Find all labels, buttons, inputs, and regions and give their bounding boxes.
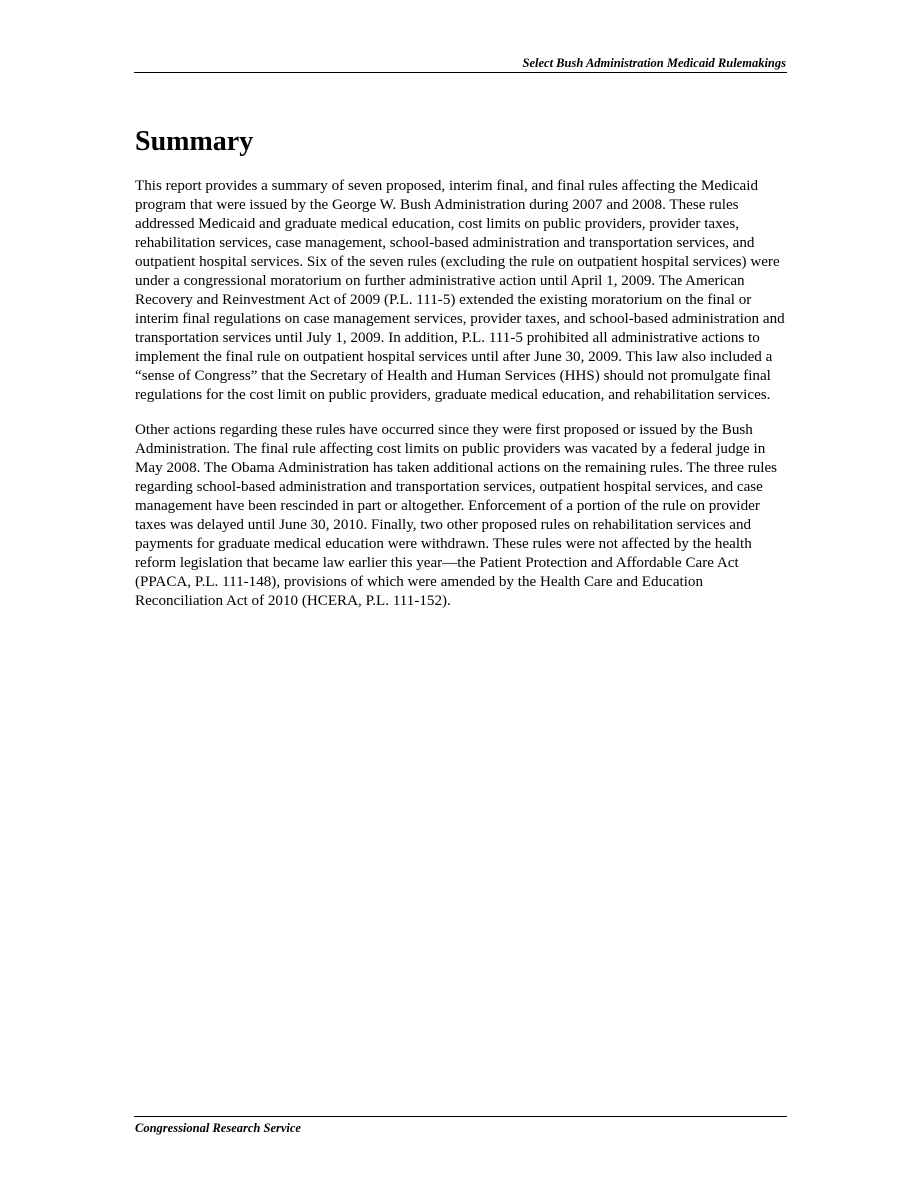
running-header: Select Bush Administration Medicaid Rulemakings	[522, 56, 786, 70]
running-footer: Congressional Research Service	[135, 1121, 301, 1135]
section-title: Summary	[135, 126, 254, 157]
body-text	[135, 177, 787, 627]
header-divider	[134, 72, 787, 73]
paragraph: Other actions regarding these rules have occurred since they were first proposed or issued by the Bush Administration. The final rule affecting cost limits on public providers was vacated by a federal judge in May 2008. The Obama Administration has taken additional actions on the remaining rules. The three rules regarding school-based administration and transportation services, outpatient hospital services, and case management have been rescinded in part or altogether. Enforcement of a portion of the rule on provider taxes was delayed until June 30, 2010. Finally, two other proposed rules on rehabilitation services and payments for graduate medical education were withdrawn. These rules were not affected by the health reform legislation that became law earlier this year—the Patient Protection and Affordable Care Act (PPACA, P.L. 111-148), provisions of which were amended by the Health Care and Education Reconciliation Act of 2010 (HCERA, P.L. 111-152).	[135, 422, 778, 609]
paragraph: This report provides a summary of seven proposed, interim final, and final rules affecting the Medicaid program that were issued by the George W. Bush Administration during 2007 and 2008. These rules addressed Medicaid and graduate medical education, cost limits on public providers, provider taxes, rehabilitation services, case management, school-based administration and transportation services, and outpatient hospital services. Six of the seven rules (excluding the rule on outpatient hospital services) were under a congressional moratorium on further administrative action until April 1, 2009. The American Recovery and Reinvestment Act of 2009 (P.L. 111-5) extended the existing moratorium on the final or interim final regulations on case management services, provider taxes, and school-based administration and transportation services until July 1, 2009. In addition, P.L. 111-5 prohibited all administrative actions to implement the final rule on outpatient hospital services until after June 30, 2009. This law also included a “sense of Congress” that the Secretary of Health and Human Services (HHS) should not promulgate final regulations for the cost limit on public providers, graduate medical education, and rehabilitation services.	[135, 178, 785, 403]
footer-divider	[134, 1116, 787, 1117]
